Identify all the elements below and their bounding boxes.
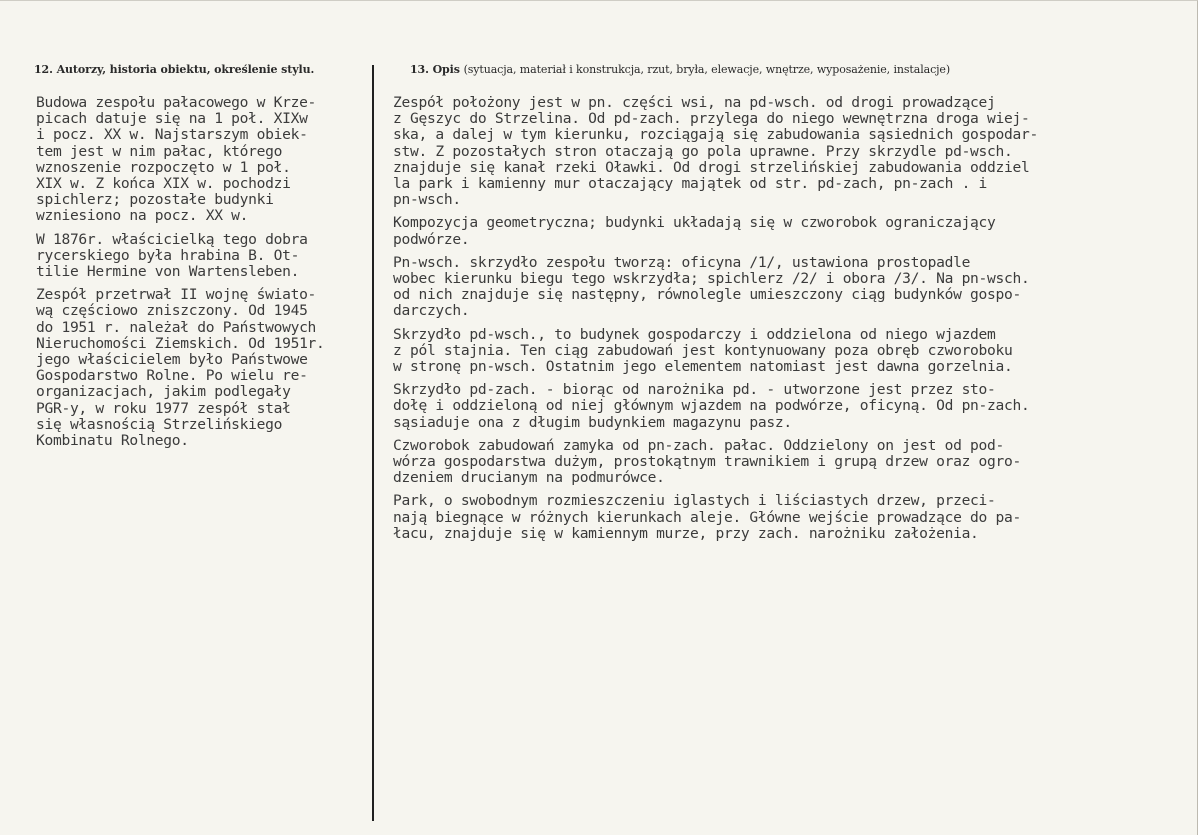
- paragraph: [393, 382, 1173, 431]
- paragraph: [36, 95, 372, 225]
- text-line: z Gęszyc do Strzelina. Od pd-zach. przylega do niego wewnętrzna droga wiej-: [393, 110, 1030, 128]
- section-13-title: Opis: [432, 63, 460, 76]
- text-line: la park i kamienny mur otaczający majątek od str. pd-zach, pn-zach . i: [393, 175, 988, 193]
- paragraph: [393, 438, 1173, 487]
- text-line: spichlerz; pozostałe budynki: [36, 191, 274, 209]
- text-line: jego właścicielem było Państwowe: [36, 351, 308, 369]
- text-line: pn-wsch.: [393, 191, 461, 209]
- paragraph: [36, 232, 372, 281]
- section-13-number: 13.: [410, 63, 429, 76]
- text-line: stw. Z pozostałych stron otaczają go pola uprawne. Przy skrzydle pd-wsch.: [393, 142, 1013, 160]
- text-line: Park, o swobodnym rozmieszczeniu iglastych i liściastych drzew, przeci-: [393, 492, 996, 510]
- text-line: Gospodarstwo Rolne. Po wielu re-: [36, 367, 308, 385]
- text-line: organizacjach, jakim podlegały: [36, 383, 291, 401]
- text-line: sąsiaduje ona z długim budynkiem magazynu pasz.: [393, 413, 792, 431]
- text-line: wórza gospodarstwa dużym, prostokątnym trawnikiem i grupą drzew oraz ogro-: [393, 453, 1021, 471]
- column-divider: [372, 65, 374, 821]
- text-line: Kompozycja geometryczna; budynki układają się w czworobok ograniczający: [393, 214, 996, 232]
- text-line: z pól stajnia. Ten ciąg zabudowań jest kontynuowany poza obręb czworoboku: [393, 341, 1013, 359]
- paragraph: [36, 287, 372, 449]
- section-12-number: 12.: [34, 63, 53, 76]
- paragraph: [393, 95, 1173, 208]
- text-line: dołę i oddzieloną od niej głównym wjazdem na podwórze, oficyną. Od pn-zach.: [393, 397, 1030, 415]
- text-line: tilie Hermine von Wartensleben.: [36, 263, 300, 281]
- text-line: rycerskiego była hrabina B. Ot-: [36, 246, 300, 264]
- text-line: znajduje się kanał rzeki Oławki. Od drogi strzelińskiej zabudowania oddziel: [393, 158, 1030, 176]
- section-12-title: Autorzy, historia obiektu, określenie stylu.: [56, 63, 315, 76]
- description-text-column: [393, 95, 1173, 549]
- text-line: Czworobok zabudowań zamyka od pn-zach. pałac. Oddzielony on jest od pod-: [393, 436, 1005, 454]
- text-line: Kombinatu Rolnego.: [36, 432, 189, 450]
- text-line: wzniesiono na pocz. XX w.: [36, 207, 249, 225]
- text-line: Nieruchomości Ziemskich. Od 1951r.: [36, 334, 325, 352]
- text-line: XIX w. Z końca XIX w. pochodzi: [36, 175, 291, 193]
- text-line: podwórze.: [393, 230, 470, 248]
- history-text-column: [36, 95, 372, 456]
- section-13-header: [410, 63, 950, 76]
- text-line: dzeniem drucianym na podmurówce.: [393, 469, 665, 487]
- text-line: od nich znajduje się następny, równolegle umieszczony ciąg budynków gospo-: [393, 286, 1021, 304]
- section-12-header: [34, 63, 314, 76]
- text-line: PGR-y, w roku 1977 zespół stał: [36, 399, 291, 417]
- text-line: Skrzydło pd-wsch., to budynek gospodarczy i oddzielona od niego wjazdem: [393, 325, 996, 343]
- text-line: darczych.: [393, 302, 470, 320]
- paragraph: [393, 327, 1173, 376]
- text-line: do 1951 r. należał do Państwowych: [36, 318, 317, 336]
- text-line: wą częściowo zniszczony. Od 1945: [36, 302, 308, 320]
- text-line: wobec kierunku biegu tego wskrzydła; spichlerz /2/ i obora /3/. Na pn-wsch.: [393, 270, 1030, 288]
- paragraph: [393, 215, 1173, 247]
- text-line: tem jest w nim pałac, którego: [36, 142, 283, 160]
- text-line: się własnością Strzelińskiego: [36, 415, 283, 433]
- text-line: Zespół przetrwał II wojnę świato-: [36, 286, 317, 304]
- text-line: W 1876r. właścicielką tego dobra: [36, 230, 308, 248]
- text-line: Zespół położony jest w pn. części wsi, na pd-wsch. od drogi prowadzącej: [393, 94, 996, 111]
- text-line: Budowa zespołu pałacowego w Krze-: [36, 94, 317, 111]
- paragraph: [393, 493, 1173, 542]
- text-line: nają biegnące w różnych kierunkach aleje. Główne wejście prowadzące do pa-: [393, 508, 1021, 526]
- text-line: ska, a dalej w tym kierunku, rozciągają się zabudowania sąsiednich gospodar-: [393, 126, 1038, 144]
- text-line: picach datuje się na 1 poł. XIXw: [36, 110, 308, 128]
- text-line: w stronę pn-wsch. Ostatnim jego elementem natomiast jest dawna gorzelnia.: [393, 358, 1013, 376]
- text-line: wznoszenie rozpoczęto w 1 poł.: [36, 158, 291, 176]
- section-13-subtitle: (sytuacja, materiał i konstrukcja, rzut, bryła, elewacje, wnętrze, wyposażenie, instalacje): [463, 63, 951, 76]
- text-line: Skrzydło pd-zach. - biorąc od narożnika pd. - utworzone jest przez sto-: [393, 381, 996, 399]
- text-line: Pn-wsch. skrzydło zespołu tworzą: oficyna /1/, ustawiona prostopadle: [393, 253, 971, 271]
- text-line: i pocz. XX w. Najstarszym obiek-: [36, 126, 308, 144]
- text-line: łacu, znajduje się w kamiennym murze, przy zach. narożniku założenia.: [393, 524, 979, 542]
- paragraph: [393, 255, 1173, 320]
